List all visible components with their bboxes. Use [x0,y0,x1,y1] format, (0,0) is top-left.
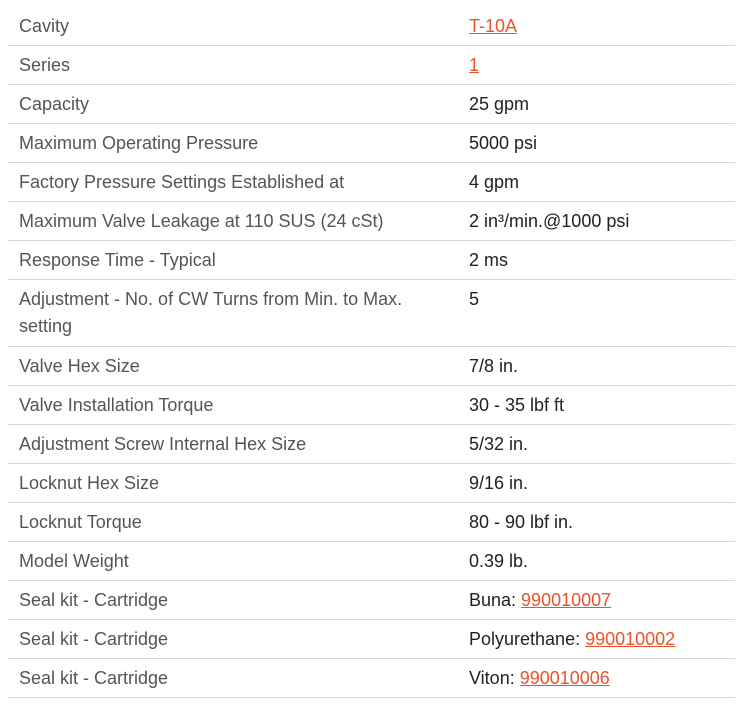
spec-label: Maximum Operating Pressure [8,124,458,163]
spec-value: 4 gpm [458,163,735,202]
spec-value: 9/16 in. [458,464,735,503]
cavity-link[interactable]: T-10A [469,16,518,36]
spec-value-cell [458,659,735,698]
spec-label: Adjustment - No. of CW Turns from Min. to Max. setting [8,280,458,347]
spec-row-locknut-torque [8,503,735,542]
spec-value: 5000 psi [458,124,735,163]
spec-label: Valve Hex Size [8,347,458,386]
spec-label: Factory Pressure Settings Established at [8,163,458,202]
spec-table [8,7,735,698]
spec-label: Valve Installation Torque [8,386,458,425]
spec-label: Maximum Valve Leakage at 110 SUS (24 cSt) [8,202,458,241]
spec-value: 2 in³/min.@1000 psi [458,202,735,241]
spec-value-cell [458,46,735,85]
spec-label: Cavity [8,7,458,46]
spec-label: Series [8,46,458,85]
spec-value: Polyurethane: [469,629,586,649]
spec-label: Seal kit - Cartridge [8,581,458,620]
spec-row-factory-pressure [8,163,735,202]
spec-label: Response Time - Typical [8,241,458,280]
spec-row-screw-hex [8,425,735,464]
spec-label: Seal kit - Cartridge [8,620,458,659]
spec-value: 30 - 35 lbf ft [458,386,735,425]
spec-label: Locknut Hex Size [8,464,458,503]
spec-row-seal-kit-viton [8,659,735,698]
spec-row-cavity [8,7,735,46]
series-link[interactable]: 1 [469,55,480,75]
spec-value: 25 gpm [458,85,735,124]
spec-label: Seal kit - Cartridge [8,659,458,698]
seal-kit-viton-link[interactable]: 990010006 [519,668,610,688]
spec-row-install-torque [8,386,735,425]
spec-value: 5 [458,280,735,347]
seal-kit-buna-link[interactable]: 990010007 [521,590,612,610]
spec-value: 80 - 90 lbf in. [458,503,735,542]
spec-value-cell [458,581,735,620]
spec-value: 7/8 in. [458,347,735,386]
spec-label: Adjustment Screw Internal Hex Size [8,425,458,464]
spec-row-capacity [8,85,735,124]
spec-value: 0.39 lb. [458,542,735,581]
spec-row-seal-kit-polyurethane [8,620,735,659]
spec-row-locknut-hex [8,464,735,503]
spec-label: Capacity [8,85,458,124]
spec-value: Buna: [469,590,522,610]
spec-value: 5/32 in. [458,425,735,464]
spec-row-valve-hex [8,347,735,386]
spec-value: Viton: [469,668,520,688]
spec-row-seal-kit-buna [8,581,735,620]
spec-row-response-time [8,241,735,280]
spec-value-cell [458,620,735,659]
spec-row-series [8,46,735,85]
spec-row-adjustment-turns [8,280,735,347]
spec-value-cell [458,7,735,46]
spec-label: Locknut Torque [8,503,458,542]
spec-row-model-weight [8,542,735,581]
seal-kit-polyurethane-link[interactable]: 990010002 [585,629,676,649]
spec-label: Model Weight [8,542,458,581]
spec-row-leakage [8,202,735,241]
spec-value: 2 ms [458,241,735,280]
spec-row-max-pressure [8,124,735,163]
